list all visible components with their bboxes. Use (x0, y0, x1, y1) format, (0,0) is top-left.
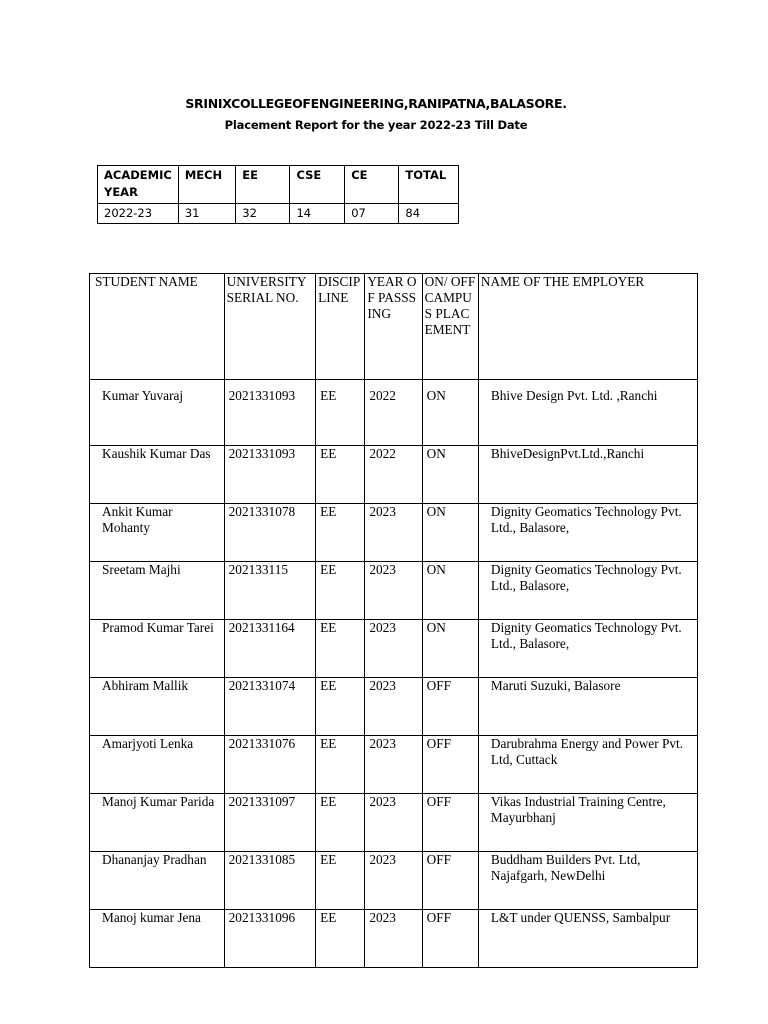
employer-cell: Maruti Suzuki, Balasore (478, 678, 697, 736)
discipline-cell: EE (316, 794, 365, 852)
college-title: SRINIXCOLLEGEOFENGINEERING,RANIPATNA,BALASORE. (185, 96, 567, 111)
placement-header-row (90, 274, 698, 380)
campus-cell: OFF (422, 678, 478, 736)
year-cell: 2022 (365, 446, 422, 504)
summary-value-cell: 14 (290, 204, 345, 224)
discipline-cell: EE (316, 380, 365, 446)
serial-number-cell: 2021331085 (224, 852, 315, 910)
student-name-cell: Amarjyoti Lenka (90, 736, 225, 794)
table-row (90, 794, 698, 852)
table-row (90, 562, 698, 620)
summary-value-cell: 31 (178, 204, 235, 224)
year-cell: 2023 (365, 910, 422, 968)
serial-number-cell: 2021331074 (224, 678, 315, 736)
summary-value-cell: 2022-23 (98, 204, 179, 224)
student-name-cell: Manoj kumar Jena (90, 910, 225, 968)
report-subtitle: Placement Report for the year 2022-23 Till Date (224, 118, 528, 132)
year-cell: 2023 (365, 504, 422, 562)
discipline-cell: EE (316, 910, 365, 968)
serial-number-cell: 2021331097 (224, 794, 315, 852)
employer-cell: Bhive Design Pvt. Ltd. ,Ranchi (478, 380, 697, 446)
year-cell: 2023 (365, 678, 422, 736)
employer-cell: Dignity Geomatics Technology Pvt. Ltd., Balasore, (478, 504, 697, 562)
header-student-name: STUDENT NAME (90, 274, 225, 380)
serial-number-cell: 2021331076 (224, 736, 315, 794)
year-cell: 2023 (365, 852, 422, 910)
employer-cell: BhiveDesignPvt.Ltd.,Ranchi (478, 446, 697, 504)
serial-number-cell: 2021331164 (224, 620, 315, 678)
serial-number-cell: 2021331078 (224, 504, 315, 562)
employer-cell: Dignity Geomatics Technology Pvt. Ltd., Balasore, (478, 620, 697, 678)
year-cell: 2022 (365, 380, 422, 446)
summary-value-cell: 07 (345, 204, 399, 224)
student-name-cell: Ankit Kumar Mohanty (90, 504, 225, 562)
student-name-cell: Abhiram Mallik (90, 678, 225, 736)
table-row (90, 910, 698, 968)
serial-number-cell: 2021331093 (224, 380, 315, 446)
campus-cell: ON (422, 504, 478, 562)
year-cell: 2023 (365, 736, 422, 794)
table-row (90, 620, 698, 678)
campus-cell: ON (422, 446, 478, 504)
serial-number-cell: 202133115 (224, 562, 315, 620)
discipline-cell: EE (316, 446, 365, 504)
placement-body (90, 380, 698, 968)
header-year-of-passing: YEAR OF PASSSING (365, 274, 422, 380)
student-name-cell: Manoj Kumar Parida (90, 794, 225, 852)
student-name-cell: Kaushik Kumar Das (90, 446, 225, 504)
table-row (90, 736, 698, 794)
table-row (90, 852, 698, 910)
summary-header-cell: EE (236, 166, 290, 204)
summary-header-cell: CE (345, 166, 399, 204)
summary-header-cell: CSE (290, 166, 345, 204)
employer-cell: Dignity Geomatics Technology Pvt. Ltd., Balasore, (478, 562, 697, 620)
serial-number-cell: 2021331096 (224, 910, 315, 968)
campus-cell: ON (422, 620, 478, 678)
serial-number-cell: 2021331093 (224, 446, 315, 504)
header-discipline: DISCIPLINE (316, 274, 365, 380)
campus-cell: OFF (422, 852, 478, 910)
discipline-cell: EE (316, 736, 365, 794)
discipline-cell: EE (316, 620, 365, 678)
student-name-cell: Pramod Kumar Tarei (90, 620, 225, 678)
summary-value-row (98, 204, 459, 224)
header-campus-placement: ON/ OFF CAMPUS PLACEMENT (422, 274, 478, 380)
campus-cell: ON (422, 380, 478, 446)
campus-cell: OFF (422, 794, 478, 852)
student-name-cell: Sreetam Majhi (90, 562, 225, 620)
table-row (90, 678, 698, 736)
summary-table (97, 165, 459, 224)
summary-value-cell: 32 (236, 204, 290, 224)
header-university-serial: UNIVERSITY SERIAL NO. (224, 274, 315, 380)
summary-header-row (98, 166, 459, 204)
summary-header-cell: MECH (178, 166, 235, 204)
summary-header-cell: TOTAL (399, 166, 459, 204)
summary-value-cell: 84 (399, 204, 459, 224)
table-row (90, 380, 698, 446)
student-name-cell: Dhananjay Pradhan (90, 852, 225, 910)
table-row (90, 504, 698, 562)
campus-cell: OFF (422, 910, 478, 968)
campus-cell: OFF (422, 736, 478, 794)
student-name-cell: Kumar Yuvaraj (90, 380, 225, 446)
summary-header-cell: ACADEMIC YEAR (98, 166, 179, 204)
discipline-cell: EE (316, 852, 365, 910)
header-employer: NAME OF THE EMPLOYER (478, 274, 697, 380)
discipline-cell: EE (316, 678, 365, 736)
employer-cell: Darubrahma Energy and Power Pvt. Ltd, Cuttack (478, 736, 697, 794)
discipline-cell: EE (316, 504, 365, 562)
campus-cell: ON (422, 562, 478, 620)
table-row (90, 446, 698, 504)
placement-table (89, 273, 698, 968)
year-cell: 2023 (365, 562, 422, 620)
employer-cell: Buddham Builders Pvt. Ltd, Najafgarh, NewDelhi (478, 852, 697, 910)
year-cell: 2023 (365, 620, 422, 678)
year-cell: 2023 (365, 794, 422, 852)
employer-cell: L&T under QUENSS, Sambalpur (478, 910, 697, 968)
discipline-cell: EE (316, 562, 365, 620)
employer-cell: Vikas Industrial Training Centre, Mayurbhanj (478, 794, 697, 852)
